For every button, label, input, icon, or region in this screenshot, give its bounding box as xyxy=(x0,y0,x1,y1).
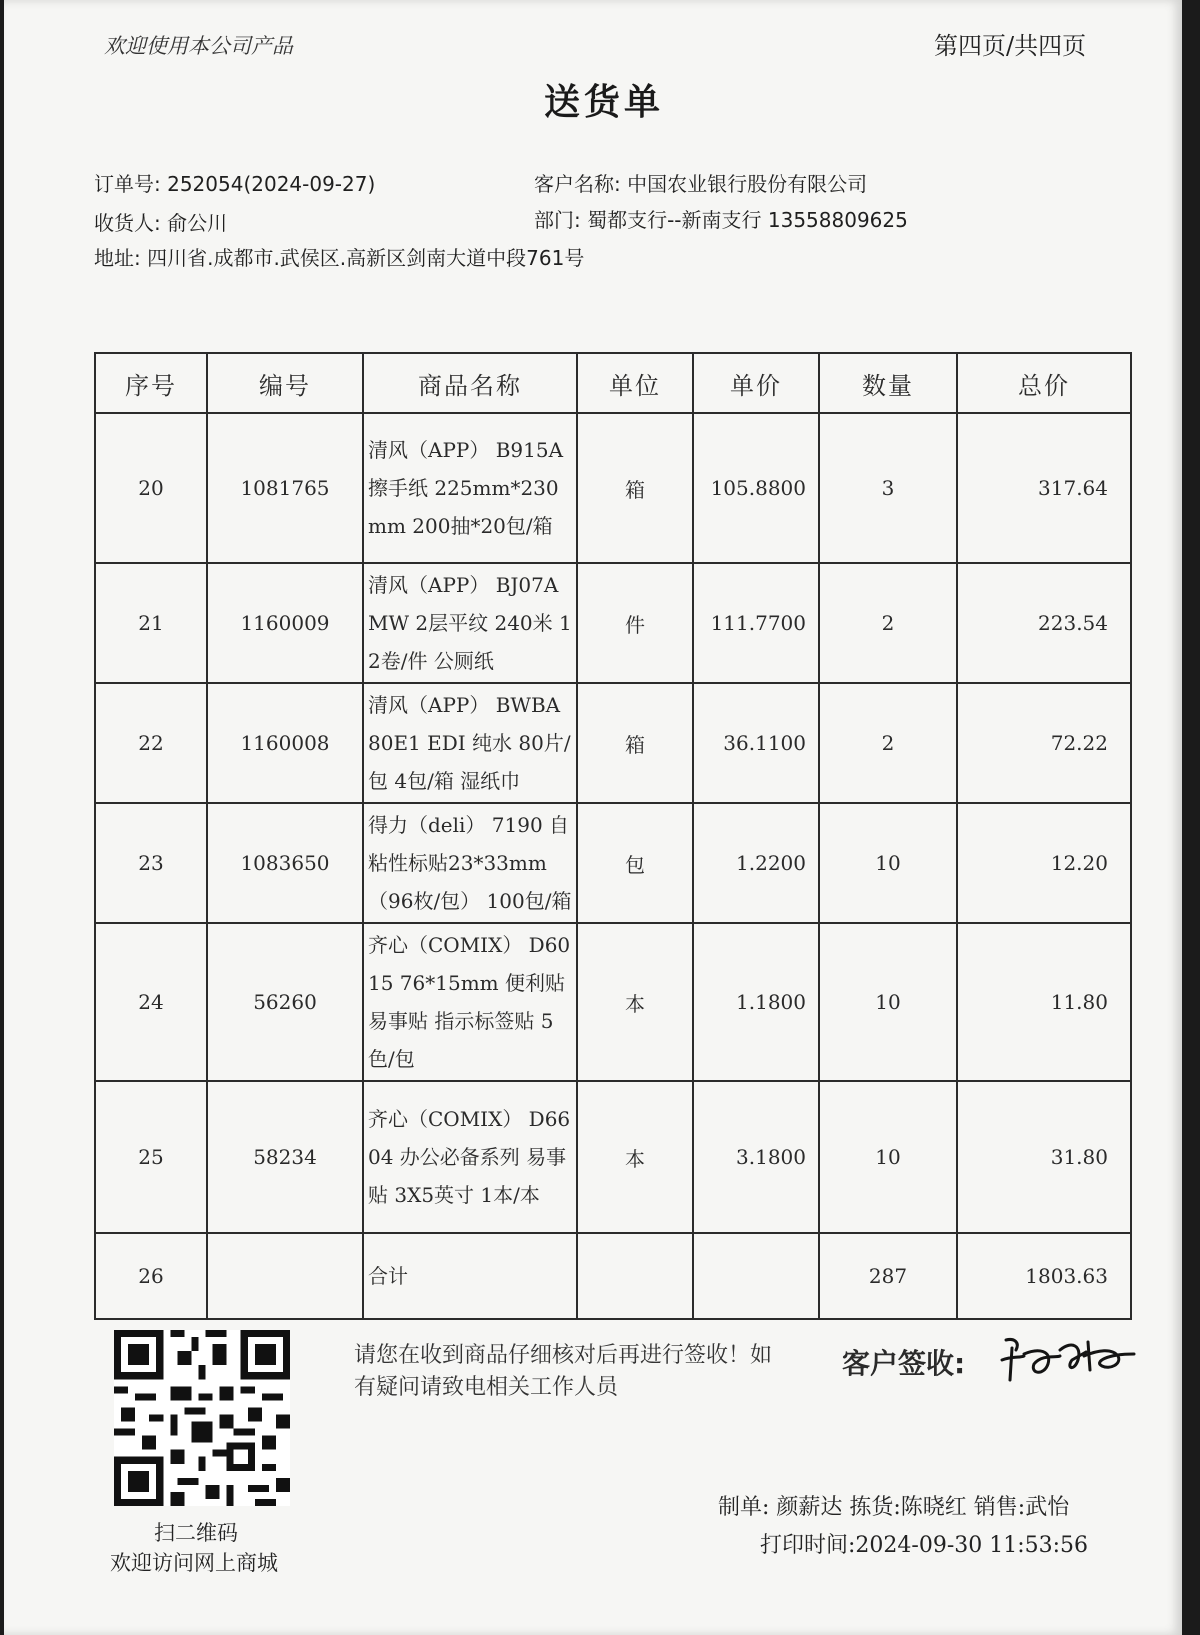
print-time: 打印时间:2024-09-30 11:53:56 xyxy=(760,1533,1089,1558)
cell-quantity-sum: 287 xyxy=(819,1233,957,1319)
cell-unit-price: 3.1800 xyxy=(693,1081,819,1233)
cell-unit-price: 1.1800 xyxy=(693,923,819,1081)
cell-code: 56260 xyxy=(207,923,363,1081)
cell-quantity: 10 xyxy=(819,923,957,1081)
cell-product-name: 清风（APP） BWBA80E1 EDI 纯水 80片/包 4包/箱 湿纸巾 xyxy=(363,683,577,803)
cell-product-name: 清风（APP） B915A 擦手纸 225mm*230mm 200抽*20包/箱 xyxy=(363,413,577,563)
cell-seq: 20 xyxy=(95,413,207,563)
cell-total: 72.22 xyxy=(957,683,1131,803)
cell-seq: 26 xyxy=(95,1233,207,1319)
verification-notice: 请您在收到商品仔细核对后再进行签收！如有疑问请致电相关工作人员 xyxy=(354,1343,773,1400)
customer-name: 客户名称: 中国农业银行股份有限公司 xyxy=(534,172,868,196)
header-unit: 单位 xyxy=(577,353,693,413)
header-total: 总价 xyxy=(957,353,1131,413)
cell-quantity: 2 xyxy=(819,683,957,803)
header-product-name: 商品名称 xyxy=(363,353,577,413)
cell-code: 1081765 xyxy=(207,413,363,563)
delivery-note-page xyxy=(4,0,1182,1635)
cell-total: 31.80 xyxy=(957,1081,1131,1233)
qr-caption: 扫二维码 xyxy=(154,1521,238,1545)
cell-unit: 本 xyxy=(577,1081,693,1233)
handwritten-signature-icon xyxy=(994,1320,1144,1400)
cell-total: 317.64 xyxy=(957,413,1131,563)
department: 部门: 蜀都支行--新南支行 13558809625 xyxy=(534,208,908,232)
cell-code: 1160009 xyxy=(207,563,363,683)
cell-total-label: 合计 xyxy=(363,1233,577,1319)
cell-product-name: 齐心（COMIX） D6015 76*15mm 便利贴 易事贴 指示标签贴 5色/包 xyxy=(363,923,577,1081)
cell-unit-price: 105.8800 xyxy=(693,413,819,563)
cell-seq: 22 xyxy=(95,683,207,803)
header-unit-price: 单价 xyxy=(693,353,819,413)
cell-code: 58234 xyxy=(207,1081,363,1233)
cell-unit-price: 36.1100 xyxy=(693,683,819,803)
items-table xyxy=(94,352,1132,1320)
cell-quantity: 3 xyxy=(819,413,957,563)
cell-unit xyxy=(577,1233,693,1319)
cell-unit: 本 xyxy=(577,923,693,1081)
cell-unit-price: 1.2200 xyxy=(693,803,819,923)
cell-unit-price: 111.7700 xyxy=(693,563,819,683)
cell-total: 12.20 xyxy=(957,803,1131,923)
cell-code xyxy=(207,1233,363,1319)
cell-product-name: 清风（APP） BJ07AMW 2层平纹 240米 12卷/件 公厕纸 xyxy=(363,563,577,683)
table-header-row xyxy=(95,353,1131,413)
cell-seq: 24 xyxy=(95,923,207,1081)
header-seq: 序号 xyxy=(95,353,207,413)
table-row xyxy=(95,803,1131,923)
cell-unit: 箱 xyxy=(577,413,693,563)
receiver-name: 收货人: 俞公川 xyxy=(94,211,228,235)
welcome-text: 欢迎使用本公司产品 xyxy=(104,34,293,58)
cell-quantity: 2 xyxy=(819,563,957,683)
cell-seq: 23 xyxy=(95,803,207,923)
staff-info: 制单: 颜薪达 拣货:陈晓红 销售:武怡 xyxy=(718,1495,1070,1520)
page-indicator: 第四页/共四页 xyxy=(934,32,1087,60)
qr-code-icon[interactable] xyxy=(114,1330,290,1506)
order-number: 订单号: 252054(2024-09-27) xyxy=(94,172,376,196)
cell-seq: 25 xyxy=(95,1081,207,1233)
cell-total: 11.80 xyxy=(957,923,1131,1081)
table-row xyxy=(95,563,1131,683)
document-title: 送货单 xyxy=(544,81,665,123)
cell-product-name: 齐心（COMIX） D6604 办公必备系列 易事贴 3X5英寸 1本/本 xyxy=(363,1081,577,1233)
customer-signature-label: 客户签收: xyxy=(842,1347,966,1380)
cell-quantity: 10 xyxy=(819,803,957,923)
qr-caption-mall: 欢迎访问网上商城 xyxy=(110,1551,278,1575)
header-code: 编号 xyxy=(207,353,363,413)
cell-grand-total: 1803.63 xyxy=(957,1233,1131,1319)
cell-code: 1083650 xyxy=(207,803,363,923)
table-row xyxy=(95,923,1131,1081)
cell-unit: 件 xyxy=(577,563,693,683)
table-row xyxy=(95,1081,1131,1233)
cell-unit: 包 xyxy=(577,803,693,923)
cell-unit-price xyxy=(693,1233,819,1319)
cell-code: 1160008 xyxy=(207,683,363,803)
cell-unit: 箱 xyxy=(577,683,693,803)
header-quantity: 数量 xyxy=(819,353,957,413)
cell-total: 223.54 xyxy=(957,563,1131,683)
table-row xyxy=(95,413,1131,563)
table-row-total xyxy=(95,1233,1131,1319)
cell-product-name: 得力（deli） 7190 自粘性标贴23*33mm （96枚/包） 100包/箱 xyxy=(363,803,577,923)
cell-quantity: 10 xyxy=(819,1081,957,1233)
address: 地址: 四川省.成都市.武侯区.高新区剑南大道中段761号 xyxy=(94,246,585,270)
cell-seq: 21 xyxy=(95,563,207,683)
table-row xyxy=(95,683,1131,803)
